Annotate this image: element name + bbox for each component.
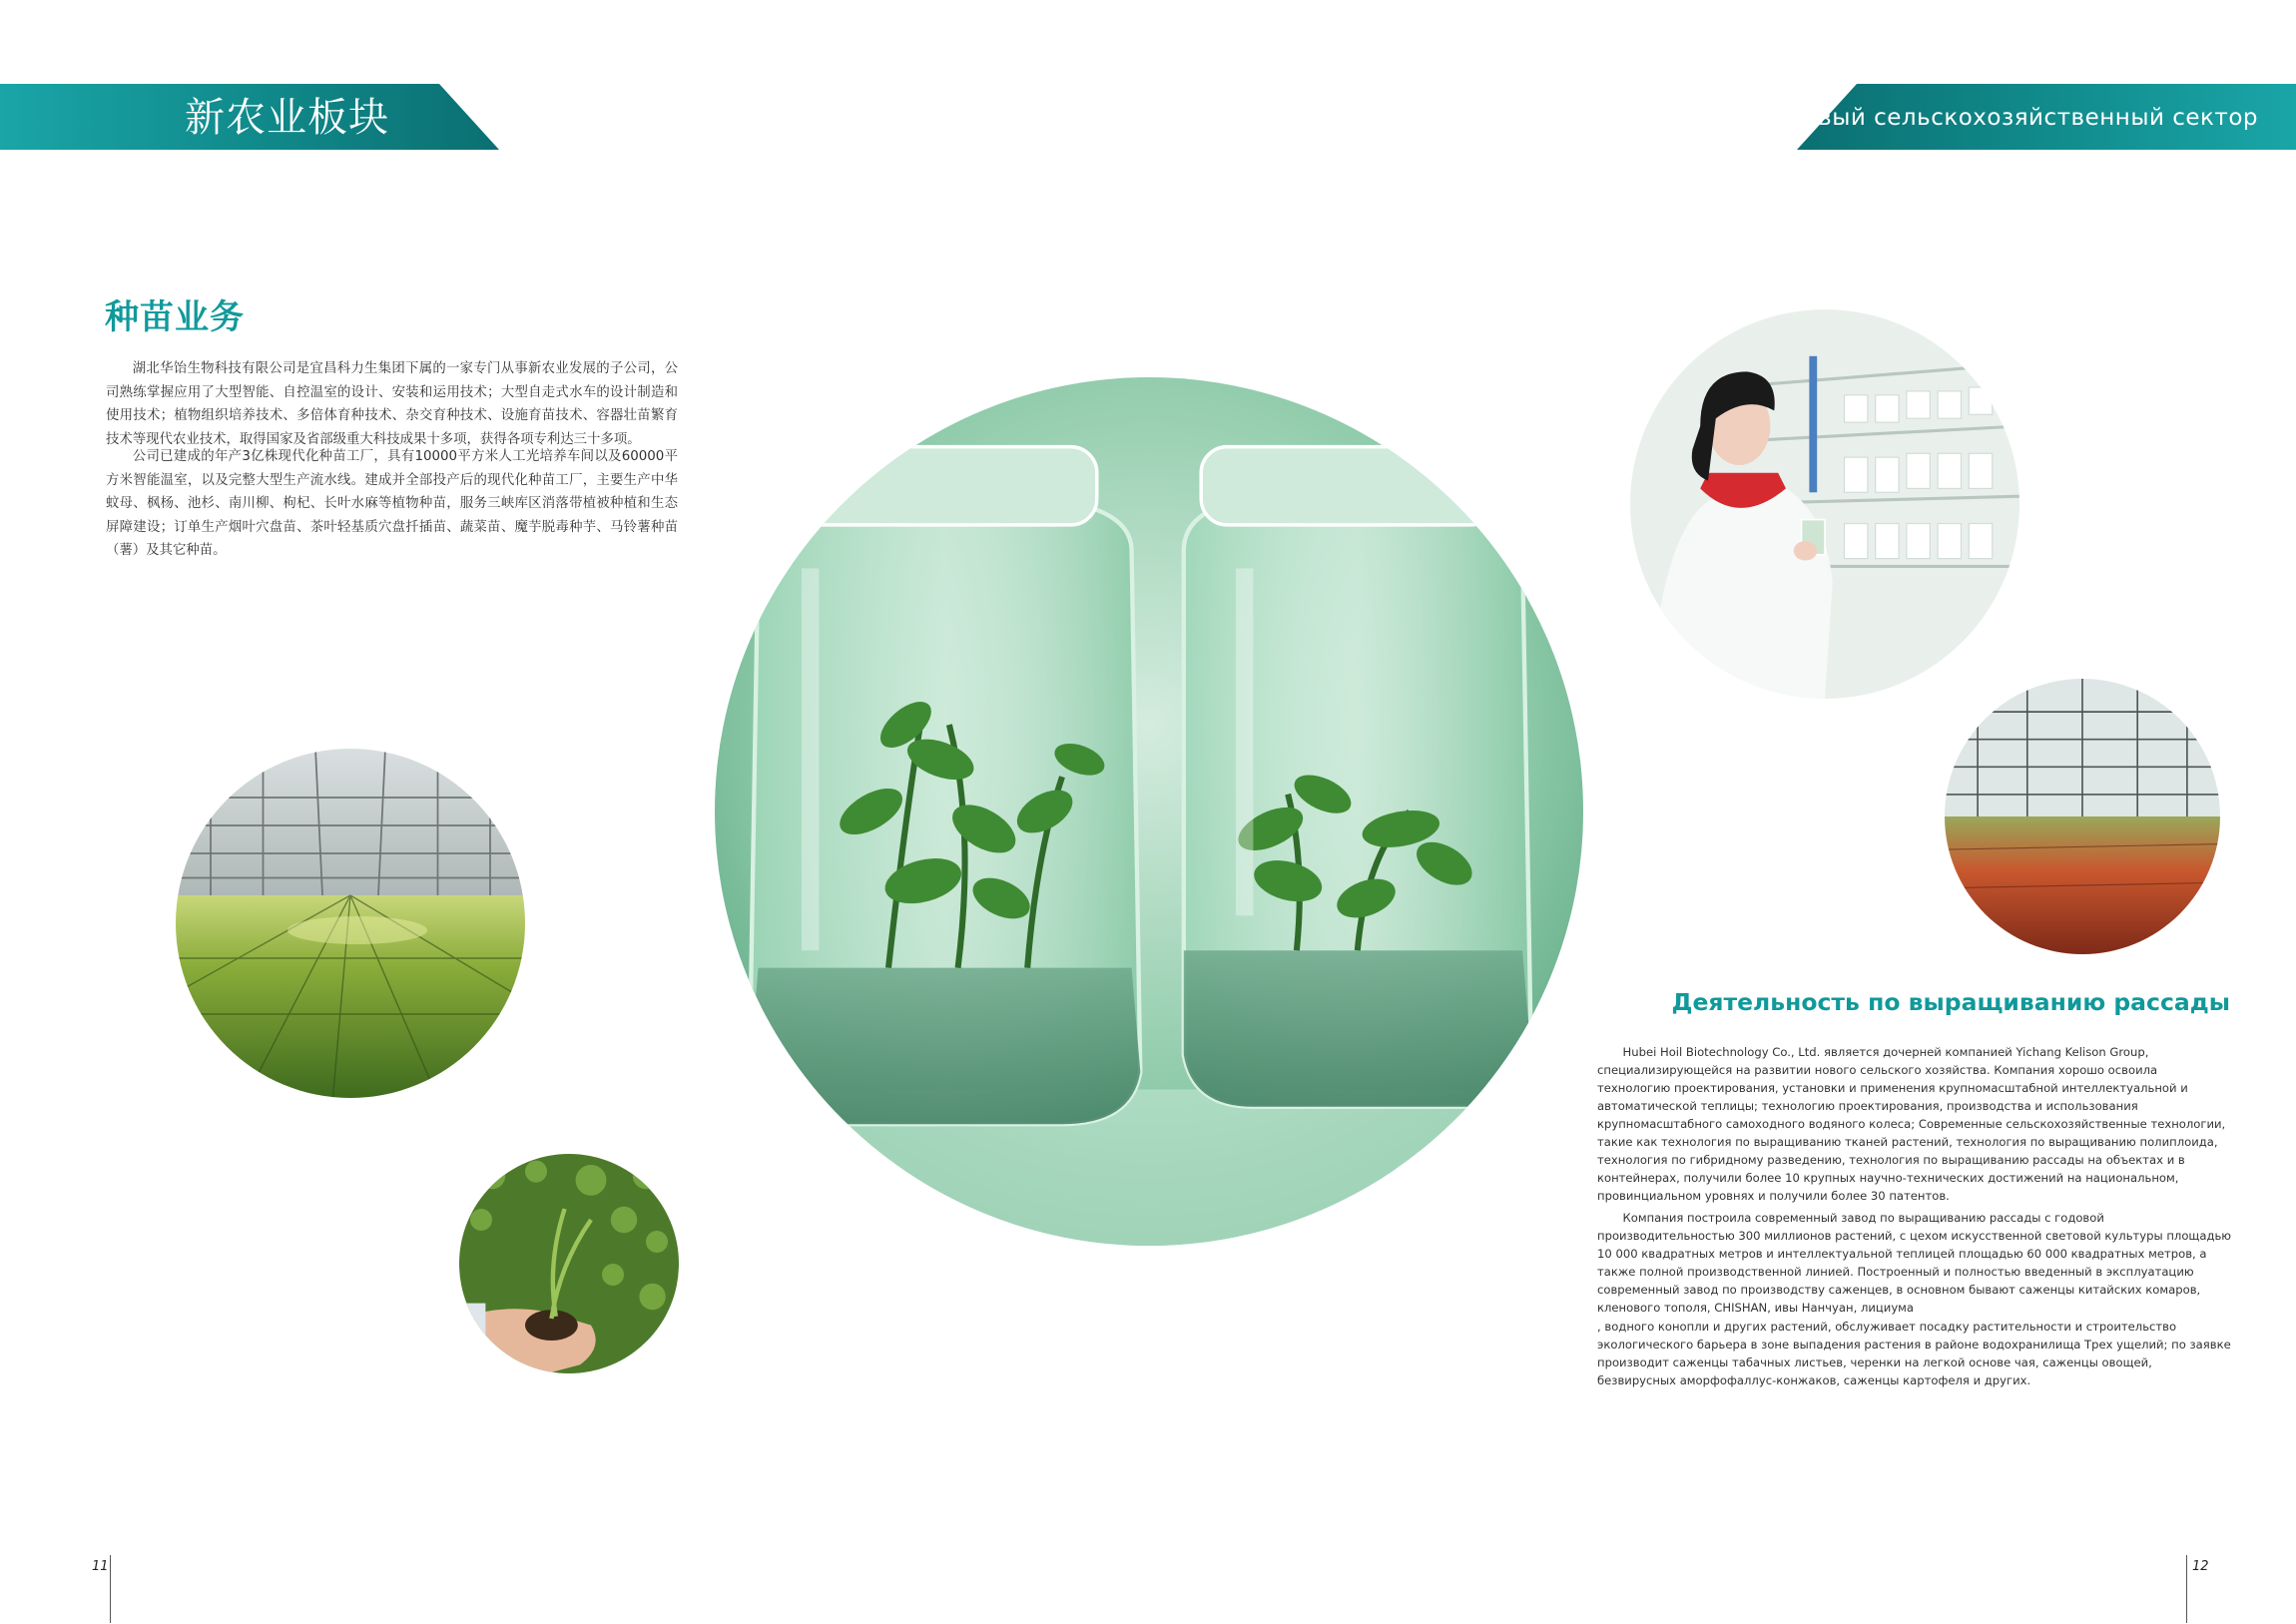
paragraph-cn-1: 湖北华饴生物科技有限公司是宜昌科力生集团下属的一家专门从事新农业发展的子公司，公司熟练掌握应用了大型智能、自控温室的设计、安装和运用技术；大型自走式水车的设计制造和使用技术；植物组织培养技术、多倍体育种技术、杂交育种技术、设施育苗技术、容器壮苗繁育技术等现代农业技术，取得国家及省部级重大科技成果十多项，获得各项专利达三十多项。 bbox=[106, 361, 678, 447]
page-rule-right bbox=[2186, 1555, 2187, 1623]
greenhouse-red-photo bbox=[1945, 679, 2220, 954]
page-number-right: 12 bbox=[2192, 1559, 2209, 1574]
page-rule-left bbox=[110, 1555, 111, 1623]
page-number-left: 11 bbox=[92, 1559, 109, 1574]
header-title-right: Новый сельскохозяйственный сектор bbox=[1785, 105, 2258, 131]
header-title-left: 新农业板块 bbox=[185, 95, 389, 141]
paragraph-ru-1: Hubei Hoil Biotechnology Co., Ltd. является дочерней компанией Yichang Kelison Group, специализирующейся на развитии нового сельского хозяйства. Компания хорошо освоила технологию проектирования, установки и применения крупномасштабной интеллектуальной и автоматической теплицы; технологию проектирования, производства и использования крупномасштабного самоходного водяного колеса; Современные сельскохозяйственные технологии, такие как технология по выращиванию тканей растений, технология по выращиванию полиплоида, технология по гибридному разведению, технология по выращиванию рассады на объектах и в контейнерах, получили более 10 крупных научно-технических достижений на национальном, провинциальном уровнях и получили более 30 патентов. bbox=[1597, 1045, 2226, 1203]
greenhouse-photo bbox=[176, 749, 525, 1098]
paragraph-ru-2: Компания построила современный завод по выращиванию рассады с годовой производительностью 300 миллионов растений, с цехом искусственной световой культуры площадью 10 000 квадратных метров и интеллектуальной теплицей площадью 60 000 квадратных метров, а также полной производственной линией. Построенный и полностью введенный в эксплуатацию современный завод по производству саженцев, в основном бывают саженцы китайских комаров, кленового тополя, CHISHAN, ивы Нанчуан, лициума bbox=[1597, 1211, 2232, 1315]
lab-technician-photo bbox=[1630, 309, 2019, 699]
section-heading-cn: 种苗业务 bbox=[105, 297, 245, 337]
tissue-culture-photo bbox=[715, 377, 1583, 1246]
paragraph-ru-3: , водного конопли и других растений, обслуживает посадку растительности и строительство экологического барьера в зоне выпадения растения в районе водохранилища Трех ущелий; по заявке производит саженцы табачных листьев, черенки на легкой основе чая, саженцы овощей, безвирусных аморфофаллус-конжаков, саженцы картофеля и других. bbox=[1597, 1320, 2231, 1387]
paragraph-cn-2: 公司已建成的年产3亿株现代化种苗工厂，具有10000平方米人工光培养车间以及60000平方米智能温室，以及完整大型生产流水线。建成并全部投产后的现代化种苗工厂，主要生产中华蚊母、枫杨、池杉、南川柳、枸杞、长叶水麻等植物种苗，服务三峡库区消落带植被种植和生态屏障建设；订单生产烟叶穴盘苗、茶叶轻基质穴盘扦插苗、蔬菜苗、魔芋脱毒种芋、马铃薯种苗（薯）及其它种苗。 bbox=[106, 449, 678, 558]
seedling-hand-photo bbox=[459, 1154, 679, 1373]
section-heading-ru: Деятельность по выращиванию рассады bbox=[1671, 988, 2230, 1016]
